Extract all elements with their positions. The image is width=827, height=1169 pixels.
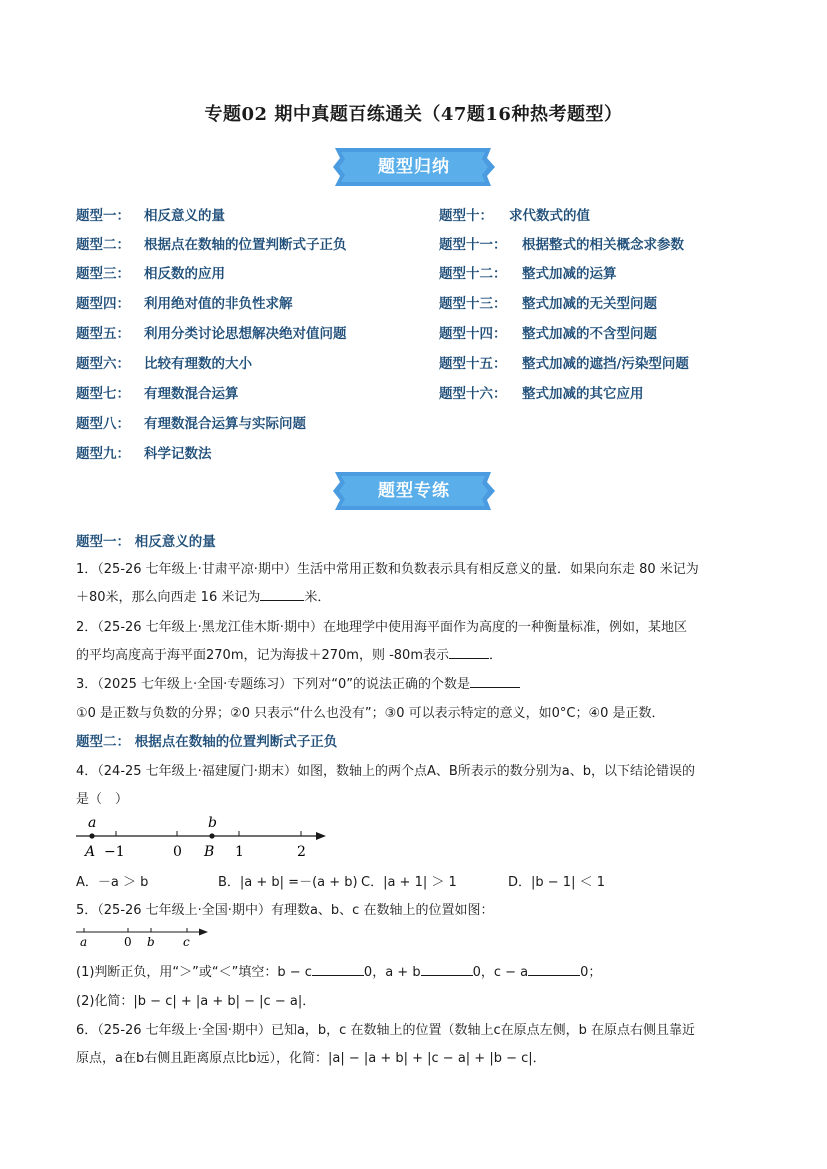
- option-c[interactable]: C．|a + 1| ＞ 1: [361, 875, 457, 890]
- toc-text: 有理数混合运算: [144, 386, 239, 402]
- toc-item[interactable]: [76, 442, 212, 462]
- point-b: [209, 833, 214, 838]
- q4-line2: 是（ ）: [76, 792, 129, 807]
- toc-label: 题型一：: [76, 208, 130, 224]
- banner-summary: [331, 146, 497, 188]
- label-a: a: [88, 815, 97, 831]
- toc-text: 整式加减的其它应用: [522, 386, 644, 402]
- q5-number-line: [74, 924, 214, 952]
- toc-item[interactable]: [76, 292, 293, 312]
- toc-text: 根据整式的相关概念求参数: [522, 237, 684, 253]
- toc-text: 整式加减的无关型问题: [522, 296, 657, 312]
- toc-text: 整式加减的遮挡/污染型问题: [522, 356, 689, 372]
- answer-blank[interactable]: [449, 646, 489, 659]
- q5-line1: 5．（25-26 七年级上·全国·期中）有理数a、b、c 在数轴上的位置如图：: [76, 903, 494, 918]
- q2-line2: [76, 644, 502, 663]
- q1-text-end: 米．: [304, 590, 331, 605]
- toc-item[interactable]: [439, 204, 590, 224]
- label-zero: 0: [124, 935, 132, 949]
- toc-text: 整式加减的运算: [522, 266, 617, 282]
- toc-label: 题型七：: [76, 386, 130, 402]
- q3-line1: [76, 673, 520, 692]
- label-a: a: [80, 935, 88, 949]
- toc-text: 相反意义的量: [144, 208, 225, 224]
- point-a: [89, 833, 94, 838]
- toc-label: 题型九：: [76, 446, 130, 462]
- q4-line1: 4．（24-25 七年级上·福建厦门·期末）如图，数轴上的两个点A、B所表示的数分别为a、b，以下结论错误的: [76, 764, 695, 779]
- toc-item[interactable]: [76, 204, 225, 224]
- answer-blank[interactable]: [312, 963, 364, 976]
- toc-item[interactable]: [76, 233, 347, 253]
- answer-blank[interactable]: [528, 963, 580, 976]
- toc-label: 题型十六：: [439, 386, 507, 402]
- q2-text: 的平均高度高于海平面270m，记为海拔＋270m，则 -80m表示: [76, 648, 449, 663]
- toc-label: 题型十二：: [439, 266, 507, 282]
- banner-practice: [331, 470, 497, 512]
- q5-line3: (2)化简：|b − c| + |a + b| − |c − a|．: [76, 994, 316, 1009]
- toc-label: 题型五：: [76, 326, 130, 342]
- axis-arrow: [199, 929, 208, 936]
- toc-label: 题型十一：: [439, 237, 507, 253]
- toc-item[interactable]: [76, 412, 306, 432]
- q3-line2: ①0 是正数与负数的分界；②0 只表示“什么也没有”；③0 可以表示特定的意义，如0°C；④0 是正数．: [76, 706, 665, 721]
- toc-item[interactable]: [76, 262, 225, 282]
- q2-line1: 2．（25-26 七年级上·黑龙江佳木斯·期中）在地理学中使用海平面作为高度的一种衡量标准，例如，某地区: [76, 620, 687, 635]
- section-heading: 题型二： 根据点在数轴的位置判断式子正负: [76, 734, 338, 750]
- toc-item[interactable]: [76, 382, 239, 402]
- toc-text: 科学记数法: [144, 446, 212, 462]
- toc-label: 题型三：: [76, 266, 130, 282]
- toc-text: 整式加减的不含型问题: [522, 326, 657, 342]
- toc-text: 相反数的应用: [144, 266, 225, 282]
- banner-practice-text: 题型专练: [378, 481, 450, 501]
- tick-label: 0: [173, 844, 182, 860]
- toc-text: 根据点在数轴的位置判断式子正负: [144, 237, 347, 253]
- q5-text: 0，c − a: [472, 965, 529, 980]
- q5-text: 0；: [580, 965, 602, 980]
- toc-label: 题型十四：: [439, 326, 507, 342]
- q1-text: ＋80米，那么向西走 16 米记为: [76, 590, 261, 605]
- toc-text: 比较有理数的大小: [144, 356, 252, 372]
- label-A: A: [85, 844, 96, 860]
- toc-item[interactable]: [439, 233, 684, 253]
- toc-text: 利用分类讨论思想解决绝对值问题: [144, 326, 347, 342]
- tick-label: 2: [297, 844, 306, 860]
- toc-item[interactable]: [439, 352, 689, 372]
- toc-text: 有理数混合运算与实际问题: [144, 416, 306, 432]
- q4-number-line: [74, 814, 330, 862]
- q6-line1: 6．（25-26 七年级上·全国·期中）已知a，b，c 在数轴上的位置（数轴上c在原点左侧，b 在原点右侧且靠近: [76, 1023, 695, 1038]
- label-c: c: [183, 935, 190, 949]
- answer-blank[interactable]: [260, 588, 304, 601]
- tick-label: 1: [235, 844, 244, 860]
- page-title: 专题02 期中真题百练通关（47题16种热考题型）: [204, 104, 623, 125]
- toc-item[interactable]: [76, 352, 252, 372]
- axis-arrow: [316, 832, 326, 840]
- toc-label: 题型八：: [76, 416, 130, 432]
- q1-line1: 1．（25-26 七年级上·甘肃平凉·期中）生活中常用正数和负数表示具有相反意义的量．如果向东走 80 米记为: [76, 562, 699, 577]
- option-a[interactable]: A．－a ＞ b: [76, 875, 149, 890]
- toc-label: 题型十三：: [439, 296, 507, 312]
- option-d[interactable]: D．|b − 1| ＜ 1: [508, 875, 605, 890]
- toc-item[interactable]: [439, 382, 644, 402]
- answer-blank[interactable]: [421, 963, 473, 976]
- toc-item[interactable]: [439, 292, 657, 312]
- toc-item[interactable]: [439, 322, 657, 342]
- q5-line2: [76, 961, 601, 980]
- toc-label: 题型四：: [76, 296, 130, 312]
- toc-item[interactable]: [439, 262, 617, 282]
- banner-summary-text: 题型归纳: [378, 157, 450, 177]
- section-heading: 题型一： 相反意义的量: [76, 534, 216, 550]
- toc-label: 题型十五：: [439, 356, 507, 372]
- label-B: B: [204, 844, 215, 860]
- toc-text: 利用绝对值的非负性求解: [144, 296, 293, 312]
- toc-label: 题型二：: [76, 237, 130, 253]
- label-b: b: [147, 935, 155, 949]
- q3-text: 3．（2025 七年级上·全国·专题练习）下列对“0”的说法正确的个数是: [76, 677, 470, 692]
- q5-text: 0，a + b: [363, 965, 421, 980]
- toc-item[interactable]: [76, 322, 347, 342]
- q2-text-end: ．: [488, 648, 502, 663]
- toc-label: 题型十：: [439, 208, 493, 224]
- option-b[interactable]: B．|a + b| =－(a + b): [218, 875, 358, 890]
- answer-blank[interactable]: [470, 675, 520, 688]
- q6-line2: 原点，a在b右侧且距离原点比b远），化简：|a| − |a + b| + |c − a| + |b − c|．: [76, 1051, 546, 1066]
- tick-label: −1: [104, 844, 125, 860]
- toc-label: 题型六：: [76, 356, 130, 372]
- toc-text: 求代数式的值: [509, 208, 590, 224]
- label-b: b: [208, 815, 217, 831]
- q1-line2: [76, 586, 330, 605]
- q5-text: (1)判断正负，用“＞”或“＜”填空：b − c: [76, 965, 312, 980]
